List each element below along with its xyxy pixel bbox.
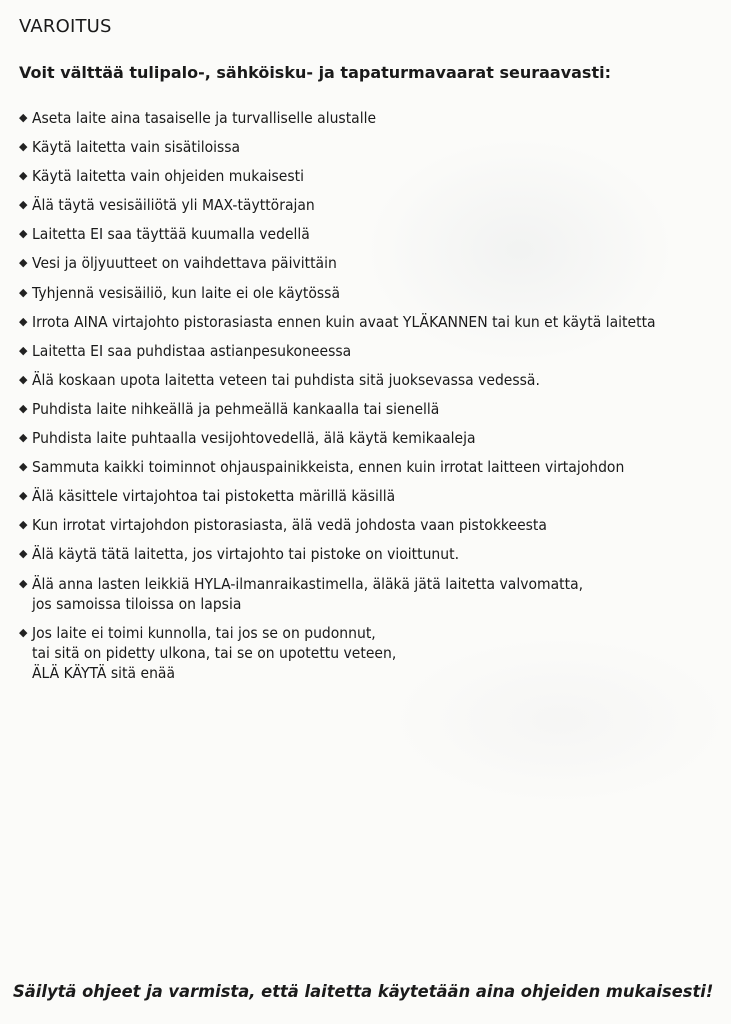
warning-title: VAROITUS <box>19 16 112 37</box>
list-item-text: Irrota AINA virtajohto pistorasiasta ennen kuin avaat YLÄKANNEN tai kun et käytä laitetta <box>32 312 656 331</box>
list-item <box>19 399 719 419</box>
list-item <box>19 623 719 683</box>
diamond-bullet-icon: ◆ <box>19 372 28 386</box>
diamond-bullet-icon: ◆ <box>19 256 28 270</box>
diamond-bullet-icon: ◆ <box>19 625 28 639</box>
list-item-text: Tyhjennä vesisäiliö, kun laite ei ole käytössä <box>32 283 341 302</box>
list-item-text: Älä koskaan upota laitetta veteen tai puhdista sitä juoksevassa vedessä. <box>32 370 540 389</box>
list-item <box>19 166 719 186</box>
list-item <box>19 370 719 390</box>
list-item-text: Älä käytä tätä laitetta, jos virtajohto tai pistoke on vioittunut. <box>32 545 460 564</box>
list-item-text: Sammuta kaikki toiminnot ohjauspainikkeista, ennen kuin irrotat laitteen virtajohdon <box>32 458 625 477</box>
list-item <box>19 108 719 128</box>
list-item-text: Laitetta EI saa puhdistaa astianpesukoneessa <box>32 341 352 360</box>
list-item <box>19 283 719 303</box>
list-item-text: Älä anna lasten leikkiä HYLA-ilmanraikastimella, äläkä jätä laitetta valvomatta, jos samoissa tiloissa on lapsia <box>32 574 584 613</box>
diamond-bullet-icon: ◆ <box>19 576 28 590</box>
diamond-bullet-icon: ◆ <box>19 140 28 154</box>
list-item <box>19 544 719 564</box>
diamond-bullet-icon: ◆ <box>19 431 28 445</box>
list-item <box>19 253 719 273</box>
warning-list <box>19 108 719 692</box>
list-item-text: Puhdista laite puhtaalla vesijohtovedellä, älä käytä kemikaaleja <box>32 429 476 448</box>
diamond-bullet-icon: ◆ <box>19 198 28 212</box>
list-item-text: Puhdista laite nihkeällä ja pehmeällä kankaalla tai sienellä <box>32 399 440 418</box>
diamond-bullet-icon: ◆ <box>19 314 28 328</box>
diamond-bullet-icon: ◆ <box>19 227 28 241</box>
list-item-text: Älä täytä vesisäiliötä yli MAX-täyttörajan <box>32 196 315 215</box>
list-item-text: Aseta laite aina tasaiselle ja turvalliselle alustalle <box>32 109 377 127</box>
list-item <box>19 195 719 215</box>
list-item <box>19 428 719 448</box>
list-item <box>19 457 719 477</box>
diamond-bullet-icon: ◆ <box>19 111 28 124</box>
list-item-text: Laitetta EI saa täyttää kuumalla vedellä <box>32 225 310 244</box>
list-item <box>19 137 719 157</box>
list-item-text: Käytä laitetta vain sisätiloissa <box>32 138 241 157</box>
diamond-bullet-icon: ◆ <box>19 343 28 357</box>
diamond-bullet-icon: ◆ <box>19 285 28 299</box>
footer-note: Säilytä ohjeet ja varmista, että laitetta käytetään aina ohjeiden mukaisesti! <box>13 982 714 1002</box>
list-item-text: Kun irrotat virtajohdon pistorasiasta, älä vedä johdosta vaan pistokkeesta <box>32 516 547 535</box>
diamond-bullet-icon: ◆ <box>19 547 28 561</box>
list-item <box>19 515 719 535</box>
list-item <box>19 312 719 332</box>
diamond-bullet-icon: ◆ <box>19 518 28 532</box>
diamond-bullet-icon: ◆ <box>19 489 28 503</box>
list-item <box>19 574 719 614</box>
warning-intro: Voit välttää tulipalo-, sähköisku- ja tapaturmavaarat seuraavasti: <box>19 63 611 82</box>
diamond-bullet-icon: ◆ <box>19 169 28 183</box>
list-item-text: Käytä laitetta vain ohjeiden mukaisesti <box>32 167 304 186</box>
list-item-text: Jos laite ei toimi kunnolla, tai jos se on pudonnut, tai sitä on pidetty ulkona, tai se on upotettu veteen, ÄLÄ KÄYTÄ sitä enää <box>32 623 397 682</box>
list-item-text: Älä käsittele virtajohtoa tai pistoketta märillä käsillä <box>32 487 396 506</box>
list-item <box>19 341 719 361</box>
diamond-bullet-icon: ◆ <box>19 401 28 415</box>
list-item <box>19 224 719 244</box>
diamond-bullet-icon: ◆ <box>19 460 28 474</box>
list-item-text: Vesi ja öljyuutteet on vaihdettava päivittäin <box>32 254 337 273</box>
list-item <box>19 486 719 506</box>
